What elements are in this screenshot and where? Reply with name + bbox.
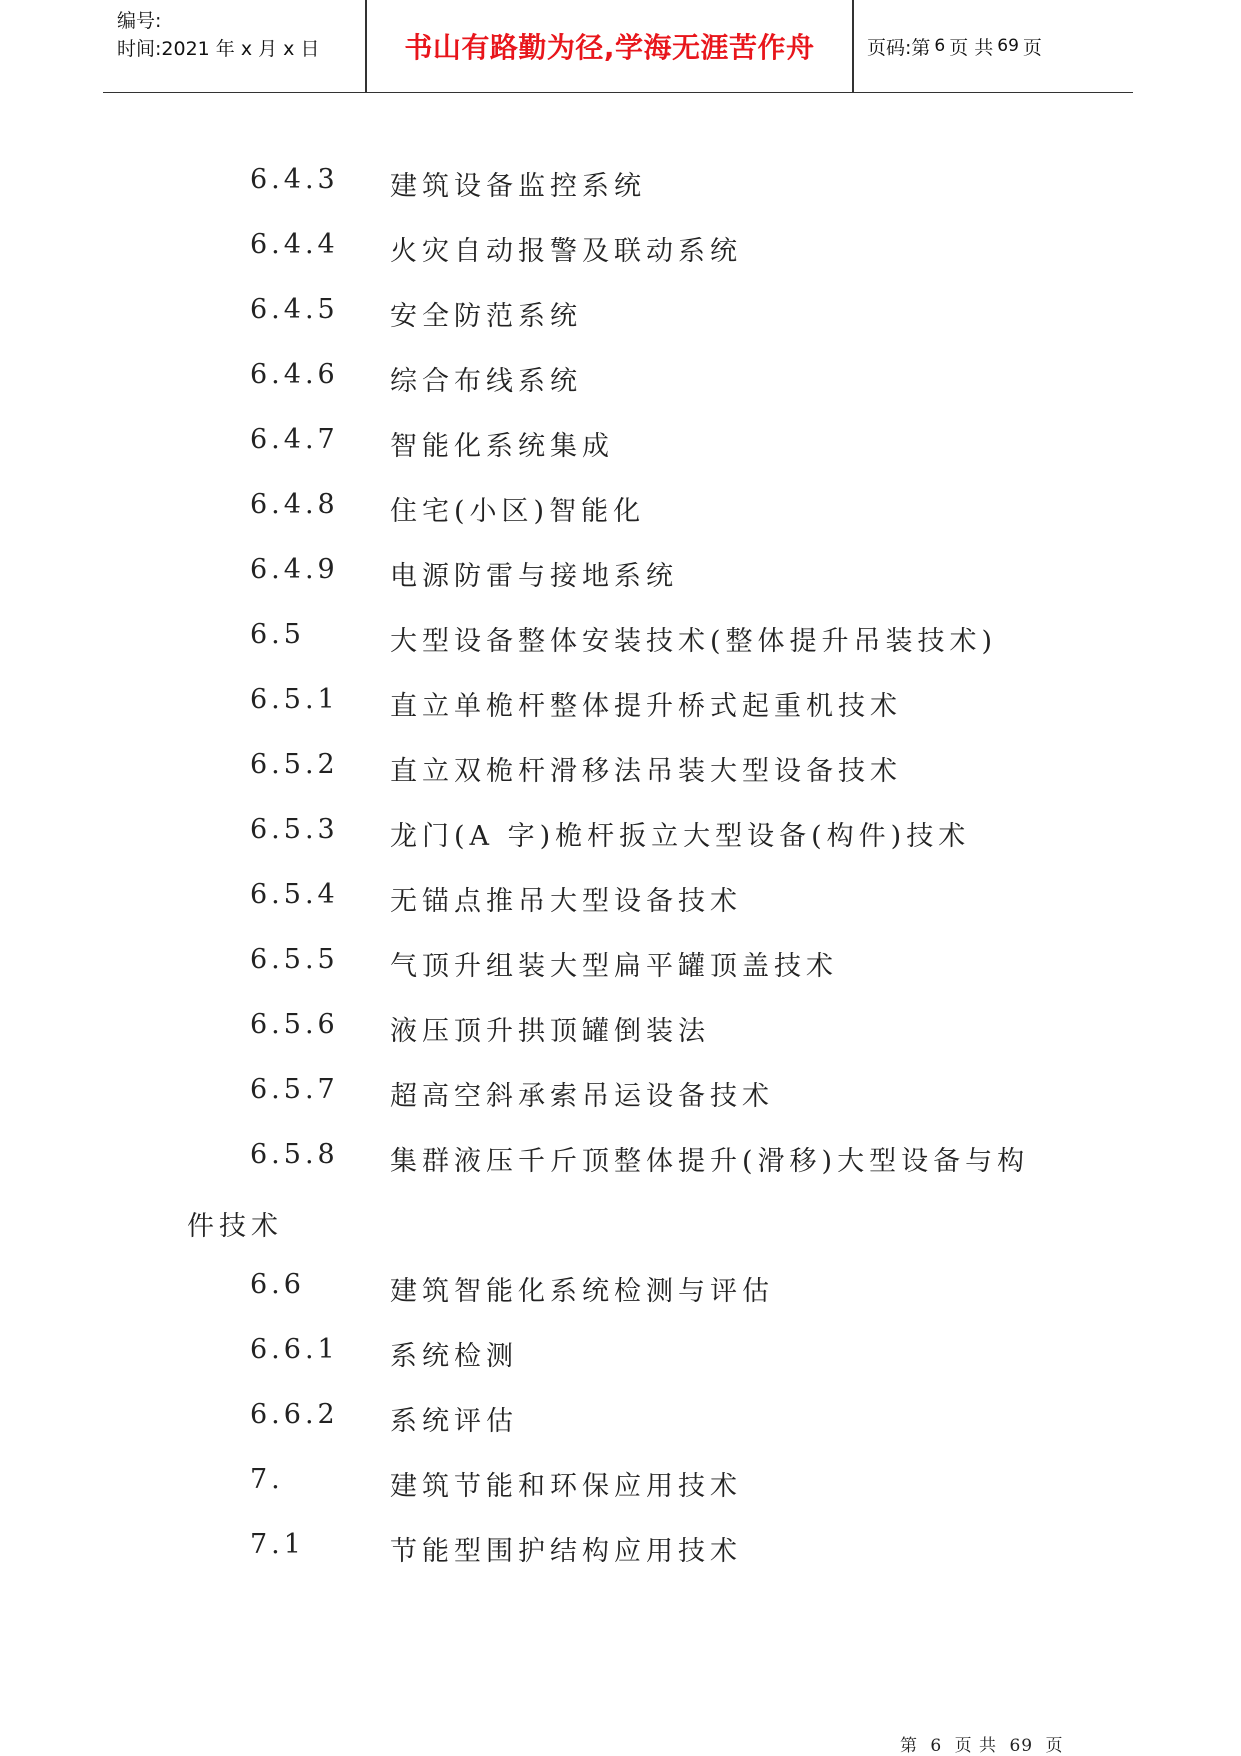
toc-entry-title: 安全防范系统 [390,301,582,332]
toc-entry-title: 气顶升组装大型扁平罐顶盖技术 [390,951,838,982]
toc-entry-number: 6.4.5 [250,294,339,325]
toc-entry-title: 集群液压千斤顶整体提升(滑移)大型设备与构 [390,1146,1030,1177]
toc-entry-number: 6.5 [250,619,305,650]
header-page-current: 6 [934,36,946,56]
toc-entry-title: 火灾自动报警及联动系统 [390,236,742,267]
footer-page-current: 6 [930,1736,943,1756]
toc-entry-number: 6.5.6 [250,1009,339,1040]
toc-entry-title: 住宅(小区)智能化 [390,496,646,527]
toc-entry-title: 电源防雷与接地系统 [390,561,678,592]
toc-entry-number: 6.6.1 [250,1334,339,1365]
toc-entry-number: 6.5.5 [250,944,339,975]
toc-entry-title: 直立单桅杆整体提升桥式起重机技术 [390,691,902,722]
toc-entry-title: 直立双桅杆滑移法吊装大型设备技术 [390,756,902,787]
toc-entry-title: 综合布线系统 [390,366,582,397]
footer-page-total: 69 [1009,1736,1034,1756]
toc-entry-number: 6.4.9 [250,554,339,585]
toc-entry-title: 智能化系统集成 [390,431,614,462]
toc-entry-number: 7. [250,1464,284,1495]
header-page-prefix: 页码:第 [867,36,931,59]
footer-page-mid: 页 共 [954,1736,998,1756]
toc-entry-title: 系统检测 [390,1341,518,1372]
footer-page-suffix: 页 [1045,1736,1064,1756]
header-page-suffix: 页 [1022,36,1042,59]
page-header [103,0,1133,93]
toc-entry-title: 建筑节能和环保应用技术 [390,1471,742,1502]
toc-entry-title: 液压顶升拱顶罐倒装法 [390,1016,710,1047]
toc-entry-number: 6.5.7 [250,1074,339,1105]
toc-entry-number: 6.6 [250,1269,305,1300]
toc-entry-number: 6.5.4 [250,879,339,910]
toc-entry-number: 7.1 [250,1529,305,1560]
header-meta [117,0,367,92]
header-divider-right [852,0,854,92]
toc-entry-number: 6.4.6 [250,359,339,390]
toc-entry-number: 6.5.8 [250,1139,339,1170]
toc-entry-number: 6.4.4 [250,229,339,260]
toc-entry-number: 6.4.3 [250,164,339,195]
serial-label: 编号: [117,10,162,32]
page-footer [900,1731,1070,1756]
header-page-mid: 页 共 [949,36,994,59]
toc-entry-number: 6.5.3 [250,814,339,845]
header-page-total: 69 [997,36,1019,56]
toc-entry-title: 无锚点推吊大型设备技术 [390,886,742,917]
toc-entry-title: 大型设备整体安装技术(整体提升吊装技术) [390,626,998,657]
toc-entry-title: 节能型围护结构应用技术 [390,1536,742,1567]
toc-entry-title: 龙门(A 字)桅杆扳立大型设备(构件)技术 [390,821,971,852]
toc-entry-number: 6.4.8 [250,489,339,520]
toc-entry-title: 超高空斜承索吊运设备技术 [390,1081,774,1112]
toc-entry-number: 6.6.2 [250,1399,339,1430]
header-motto: 书山有路勤为径,学海无涯苦作舟 [404,31,815,64]
toc-entry-title: 件技术 [187,1211,283,1242]
toc-entry-number: 6.5.1 [250,684,339,715]
time-label: 时间:2021 年 x 月 x 日 [117,38,320,60]
toc-entry-title: 建筑智能化系统检测与评估 [390,1276,774,1307]
toc-entry-title: 系统评估 [390,1406,518,1437]
footer-page-prefix: 第 [900,1736,918,1756]
toc-entry-number: 6.5.2 [250,749,339,780]
header-page-indicator [867,0,1042,92]
toc-entry-title: 建筑设备监控系统 [390,171,646,202]
toc-entry-number: 6.4.7 [250,424,339,455]
